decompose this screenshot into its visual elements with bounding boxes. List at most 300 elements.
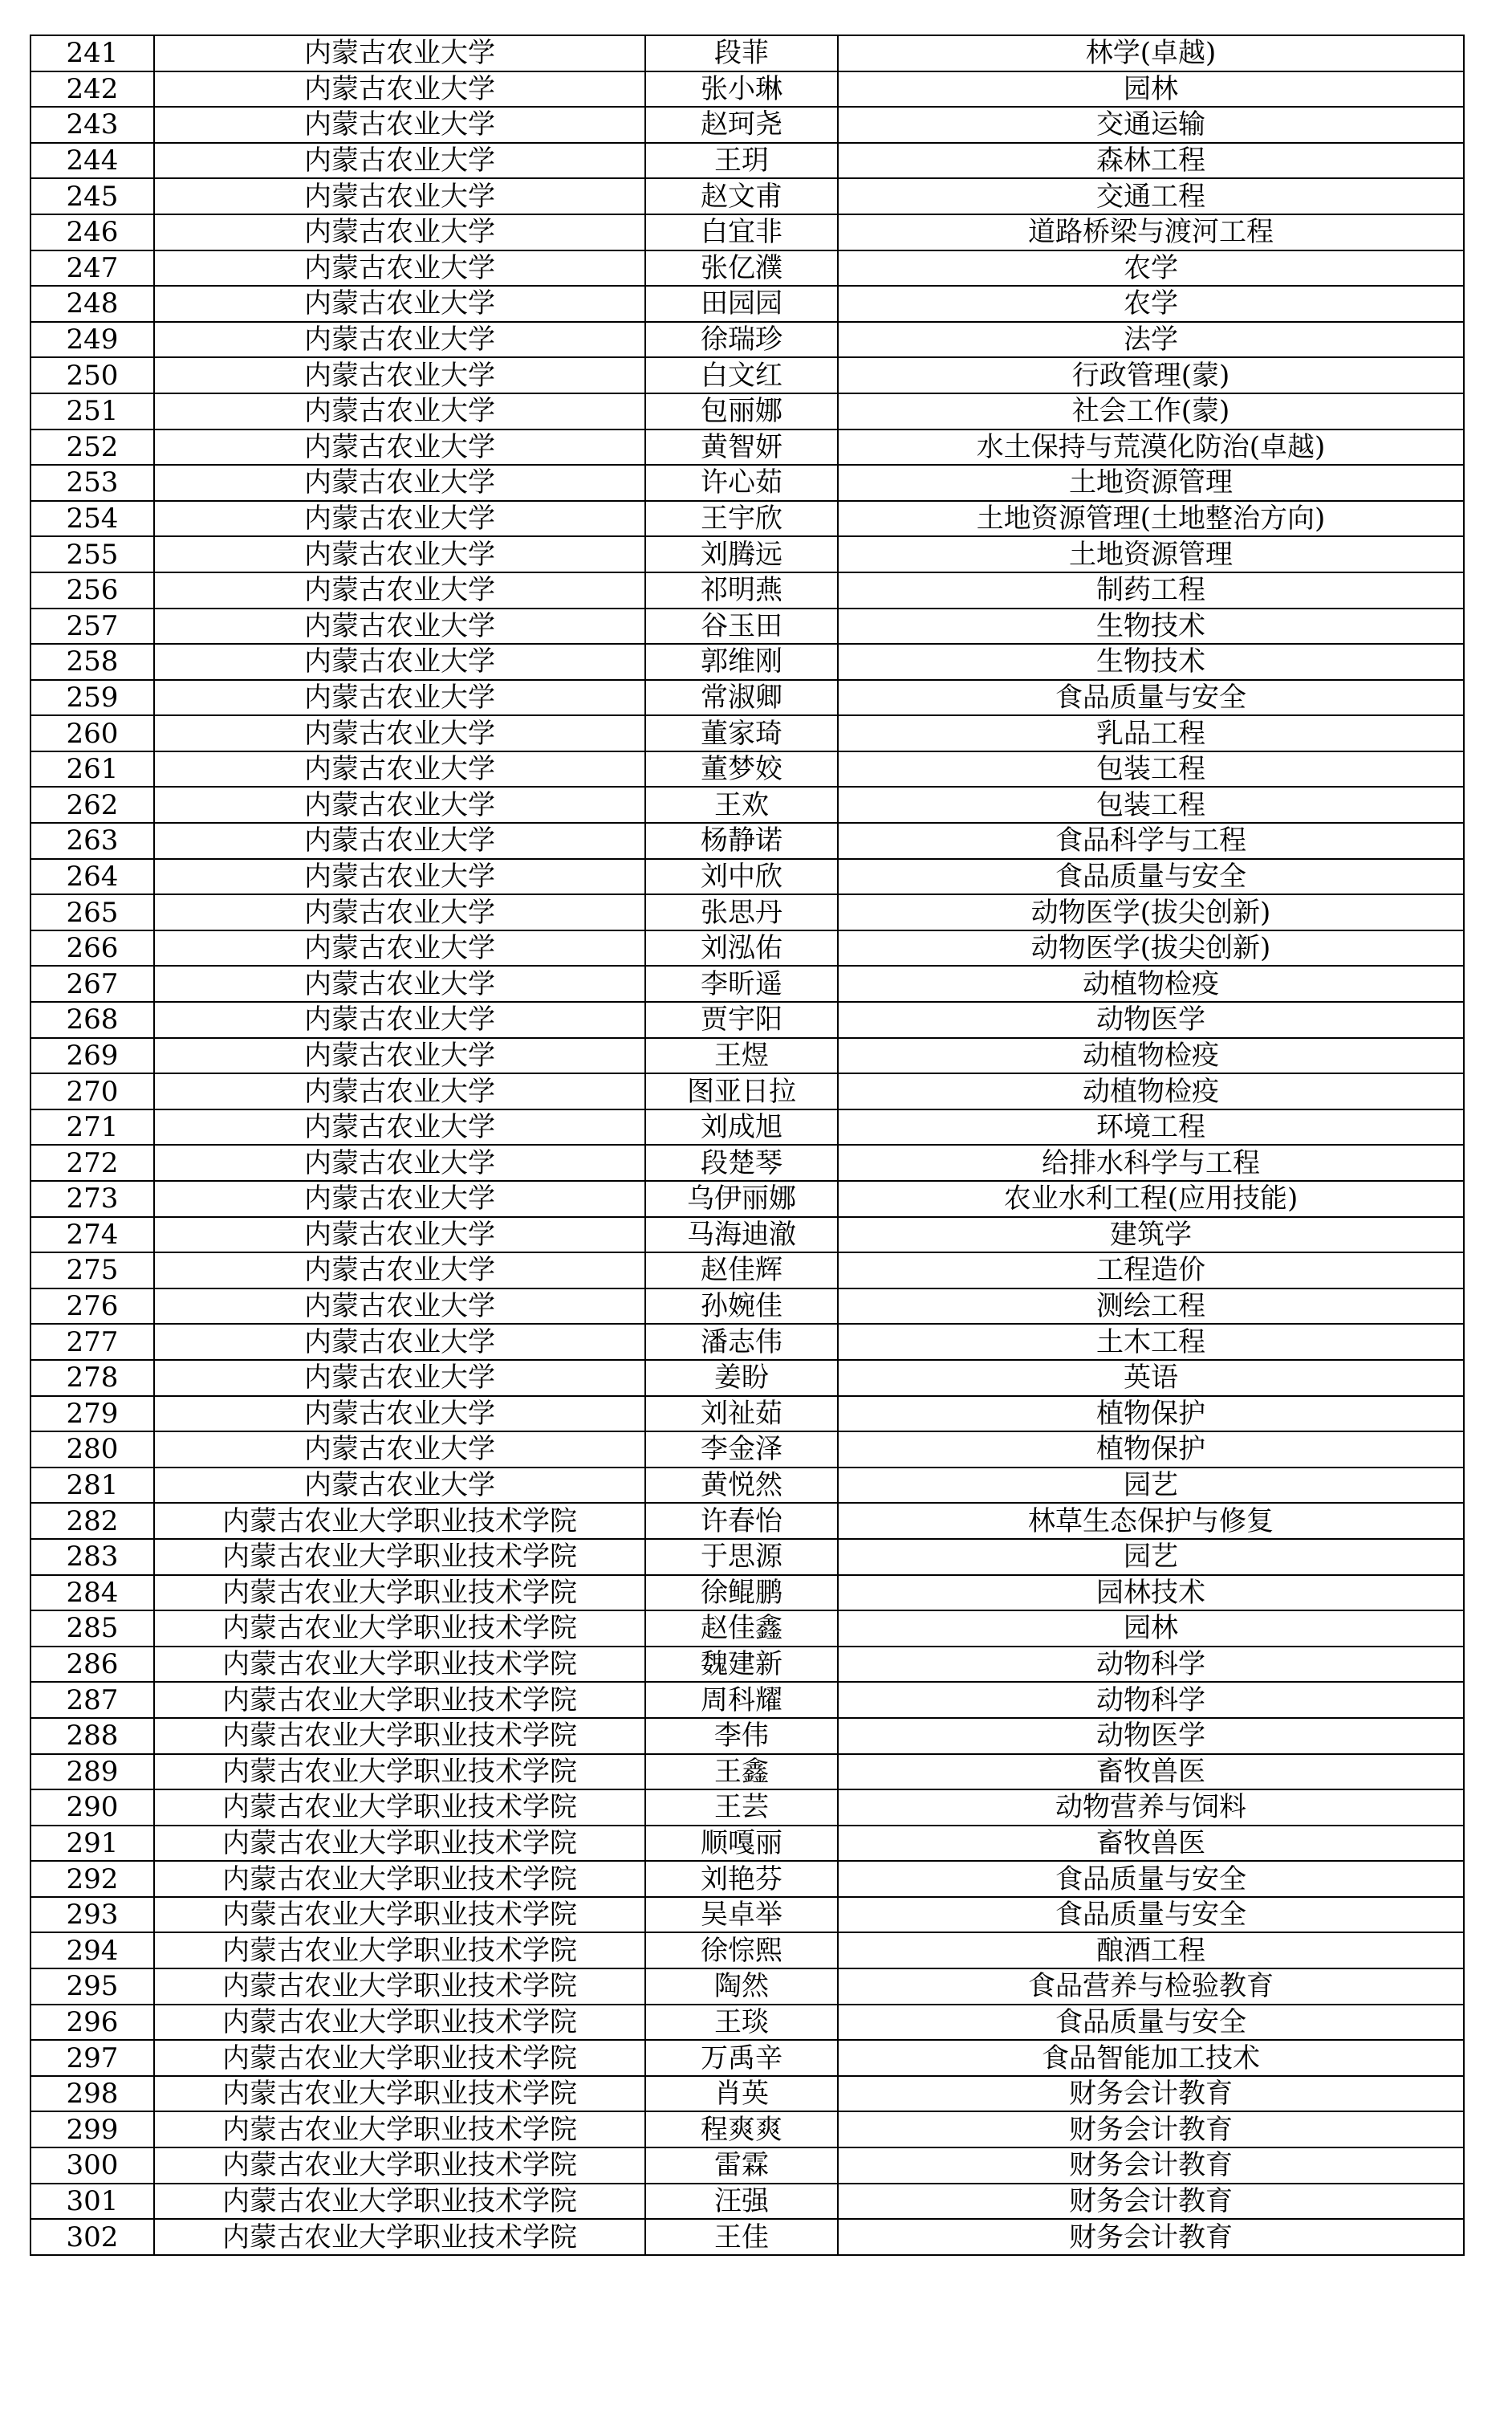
school-cell: 内蒙古农业大学 [154, 751, 645, 788]
major-cell: 财务会计教育 [838, 2111, 1464, 2147]
student-name-cell: 张亿濮 [645, 250, 838, 287]
school-cell: 内蒙古农业大学 [154, 1431, 645, 1468]
school-cell: 内蒙古农业大学 [154, 214, 645, 250]
student-name-cell: 图亚日拉 [645, 1073, 838, 1109]
table-row [30, 1968, 1464, 2005]
major-cell: 农学 [838, 250, 1464, 287]
major-cell: 食品质量与安全 [838, 859, 1464, 895]
student-name-cell: 王佳 [645, 2219, 838, 2255]
student-name-cell: 刘艳芬 [645, 1861, 838, 1897]
major-cell: 林学(卓越) [838, 35, 1464, 71]
table-row [30, 1826, 1464, 1862]
row-number-cell: 288 [30, 1718, 154, 1754]
row-number-cell: 286 [30, 1647, 154, 1683]
row-number-cell: 294 [30, 1932, 154, 1968]
student-name-cell: 潘志伟 [645, 1324, 838, 1360]
school-cell: 内蒙古农业大学职业技术学院 [154, 1539, 645, 1575]
major-cell: 道路桥梁与渡河工程 [838, 214, 1464, 250]
row-number-cell: 257 [30, 609, 154, 645]
school-cell: 内蒙古农业大学 [154, 286, 645, 322]
table-row [30, 966, 1464, 1002]
major-cell: 森林工程 [838, 143, 1464, 179]
major-cell: 建筑学 [838, 1217, 1464, 1253]
row-number-cell: 268 [30, 1002, 154, 1038]
major-cell: 食品质量与安全 [838, 1897, 1464, 1933]
major-cell: 植物保护 [838, 1431, 1464, 1468]
table-row [30, 1217, 1464, 1253]
row-number-cell: 298 [30, 2076, 154, 2112]
table-row [30, 322, 1464, 358]
major-cell: 财务会计教育 [838, 2076, 1464, 2112]
table-row [30, 1431, 1464, 1468]
table-row [30, 1754, 1464, 1790]
table-row [30, 1324, 1464, 1360]
table-row [30, 1468, 1464, 1504]
major-cell: 动植物检疫 [838, 1073, 1464, 1109]
school-cell: 内蒙古农业大学职业技术学院 [154, 2005, 645, 2041]
major-cell: 动植物检疫 [838, 966, 1464, 1002]
table-row [30, 2147, 1464, 2184]
school-cell: 内蒙古农业大学 [154, 1324, 645, 1360]
student-name-cell: 许心茹 [645, 465, 838, 501]
school-cell: 内蒙古农业大学职业技术学院 [154, 2111, 645, 2147]
row-number-cell: 242 [30, 71, 154, 108]
school-cell: 内蒙古农业大学 [154, 71, 645, 108]
student-name-cell: 刘腾远 [645, 536, 838, 572]
school-cell: 内蒙古农业大学 [154, 322, 645, 358]
row-number-cell: 243 [30, 107, 154, 143]
student-name-cell: 董梦姣 [645, 751, 838, 788]
student-name-cell: 谷玉田 [645, 609, 838, 645]
row-number-cell: 279 [30, 1396, 154, 1432]
major-cell: 财务会计教育 [838, 2219, 1464, 2255]
school-cell: 内蒙古农业大学 [154, 1360, 645, 1396]
table-row [30, 1647, 1464, 1683]
table-row [30, 35, 1464, 71]
row-number-cell: 266 [30, 930, 154, 967]
school-cell: 内蒙古农业大学 [154, 1217, 645, 1253]
school-cell: 内蒙古农业大学 [154, 1181, 645, 1217]
row-number-cell: 249 [30, 322, 154, 358]
student-name-cell: 孙婉佳 [645, 1288, 838, 1325]
student-name-cell: 常淑卿 [645, 680, 838, 716]
student-name-cell: 王煜 [645, 1038, 838, 1074]
table-row [30, 644, 1464, 680]
student-name-cell: 乌伊丽娜 [645, 1181, 838, 1217]
school-cell: 内蒙古农业大学职业技术学院 [154, 1718, 645, 1754]
student-name-cell: 王宇欣 [645, 501, 838, 537]
table-row [30, 250, 1464, 287]
row-number-cell: 295 [30, 1968, 154, 2005]
table-row [30, 2219, 1464, 2255]
major-cell: 动植物检疫 [838, 1038, 1464, 1074]
row-number-cell: 301 [30, 2184, 154, 2220]
school-cell: 内蒙古农业大学 [154, 178, 645, 214]
student-name-cell: 赵珂尧 [645, 107, 838, 143]
student-name-cell: 周科耀 [645, 1682, 838, 1718]
table-row [30, 572, 1464, 609]
school-cell: 内蒙古农业大学职业技术学院 [154, 1754, 645, 1790]
school-cell: 内蒙古农业大学职业技术学院 [154, 1861, 645, 1897]
major-cell: 制药工程 [838, 572, 1464, 609]
school-cell: 内蒙古农业大学职业技术学院 [154, 1897, 645, 1933]
school-cell: 内蒙古农业大学 [154, 1288, 645, 1325]
student-name-cell: 白文红 [645, 357, 838, 393]
major-cell: 食品质量与安全 [838, 680, 1464, 716]
school-cell: 内蒙古农业大学职业技术学院 [154, 1647, 645, 1683]
major-cell: 动物医学 [838, 1002, 1464, 1038]
row-number-cell: 264 [30, 859, 154, 895]
major-cell: 交通运输 [838, 107, 1464, 143]
student-name-cell: 李金泽 [645, 1431, 838, 1468]
major-cell: 包装工程 [838, 751, 1464, 788]
school-cell: 内蒙古农业大学职业技术学院 [154, 2076, 645, 2112]
row-number-cell: 248 [30, 286, 154, 322]
student-name-cell: 杨静诺 [645, 823, 838, 859]
row-number-cell: 253 [30, 465, 154, 501]
row-number-cell: 278 [30, 1360, 154, 1396]
student-name-cell: 李伟 [645, 1718, 838, 1754]
student-name-cell: 王芸 [645, 1789, 838, 1826]
table-row [30, 1897, 1464, 1933]
table-row [30, 2184, 1464, 2220]
major-cell: 社会工作(蒙) [838, 393, 1464, 429]
school-cell: 内蒙古农业大学 [154, 715, 645, 751]
table-row [30, 1038, 1464, 1074]
table-row [30, 787, 1464, 823]
row-number-cell: 256 [30, 572, 154, 609]
student-name-cell: 肖英 [645, 2076, 838, 2112]
school-cell: 内蒙古农业大学 [154, 572, 645, 609]
row-number-cell: 260 [30, 715, 154, 751]
student-name-cell: 田园园 [645, 286, 838, 322]
school-cell: 内蒙古农业大学 [154, 501, 645, 537]
major-cell: 土木工程 [838, 1324, 1464, 1360]
school-cell: 内蒙古农业大学 [154, 35, 645, 71]
row-number-cell: 259 [30, 680, 154, 716]
table-row [30, 894, 1464, 930]
table-row [30, 1682, 1464, 1718]
table-row [30, 357, 1464, 393]
school-cell: 内蒙古农业大学 [154, 143, 645, 179]
school-cell: 内蒙古农业大学 [154, 680, 645, 716]
row-number-cell: 283 [30, 1539, 154, 1575]
student-name-cell: 包丽娜 [645, 393, 838, 429]
row-number-cell: 263 [30, 823, 154, 859]
row-number-cell: 246 [30, 214, 154, 250]
row-number-cell: 284 [30, 1575, 154, 1611]
table-row [30, 1610, 1464, 1647]
table-row [30, 286, 1464, 322]
major-cell: 乳品工程 [838, 715, 1464, 751]
row-number-cell: 261 [30, 751, 154, 788]
school-cell: 内蒙古农业大学 [154, 930, 645, 967]
student-name-cell: 刘成旭 [645, 1109, 838, 1146]
student-name-cell: 顺嘎丽 [645, 1826, 838, 1862]
school-cell: 内蒙古农业大学职业技术学院 [154, 2040, 645, 2076]
table-row [30, 214, 1464, 250]
table-row [30, 1109, 1464, 1146]
row-number-cell: 299 [30, 2111, 154, 2147]
student-name-cell: 马海迪澈 [645, 1217, 838, 1253]
student-name-cell: 李昕遥 [645, 966, 838, 1002]
student-name-cell: 赵佳辉 [645, 1252, 838, 1288]
school-cell: 内蒙古农业大学职业技术学院 [154, 1503, 645, 1539]
major-cell: 畜牧兽医 [838, 1826, 1464, 1862]
table-row [30, 1360, 1464, 1396]
major-cell: 园林 [838, 71, 1464, 108]
table-row [30, 1932, 1464, 1968]
table-row [30, 859, 1464, 895]
major-cell: 园艺 [838, 1468, 1464, 1504]
major-cell: 土地资源管理 [838, 465, 1464, 501]
roster-table-body [30, 35, 1464, 2255]
school-cell: 内蒙古农业大学 [154, 1109, 645, 1146]
student-name-cell: 许春怡 [645, 1503, 838, 1539]
school-cell: 内蒙古农业大学 [154, 536, 645, 572]
table-row [30, 1181, 1464, 1217]
major-cell: 食品科学与工程 [838, 823, 1464, 859]
major-cell: 食品质量与安全 [838, 2005, 1464, 2041]
major-cell: 畜牧兽医 [838, 1754, 1464, 1790]
student-name-cell: 王欢 [645, 787, 838, 823]
student-name-cell: 程爽爽 [645, 2111, 838, 2147]
school-cell: 内蒙古农业大学职业技术学院 [154, 1826, 645, 1862]
table-row [30, 2111, 1464, 2147]
major-cell: 酿酒工程 [838, 1932, 1464, 1968]
major-cell: 给排水科学与工程 [838, 1145, 1464, 1181]
row-number-cell: 258 [30, 644, 154, 680]
row-number-cell: 251 [30, 393, 154, 429]
table-row [30, 930, 1464, 967]
student-name-cell: 王玥 [645, 143, 838, 179]
student-name-cell: 徐鲲鹏 [645, 1575, 838, 1611]
student-name-cell: 段菲 [645, 35, 838, 71]
school-cell: 内蒙古农业大学 [154, 357, 645, 393]
major-cell: 测绘工程 [838, 1288, 1464, 1325]
table-row [30, 680, 1464, 716]
table-row [30, 1718, 1464, 1754]
table-row [30, 143, 1464, 179]
row-number-cell: 300 [30, 2147, 154, 2184]
table-row [30, 429, 1464, 466]
major-cell: 工程造价 [838, 1252, 1464, 1288]
row-number-cell: 291 [30, 1826, 154, 1862]
row-number-cell: 275 [30, 1252, 154, 1288]
row-number-cell: 273 [30, 1181, 154, 1217]
major-cell: 财务会计教育 [838, 2184, 1464, 2220]
roster-table [30, 35, 1465, 2256]
row-number-cell: 302 [30, 2219, 154, 2255]
student-name-cell: 黄智妍 [645, 429, 838, 466]
row-number-cell: 280 [30, 1431, 154, 1468]
school-cell: 内蒙古农业大学 [154, 1252, 645, 1288]
table-row [30, 1288, 1464, 1325]
row-number-cell: 271 [30, 1109, 154, 1146]
major-cell: 农学 [838, 286, 1464, 322]
table-row [30, 715, 1464, 751]
row-number-cell: 244 [30, 143, 154, 179]
table-row [30, 1575, 1464, 1611]
school-cell: 内蒙古农业大学 [154, 1468, 645, 1504]
table-row [30, 1503, 1464, 1539]
major-cell: 生物技术 [838, 644, 1464, 680]
school-cell: 内蒙古农业大学 [154, 1073, 645, 1109]
student-name-cell: 赵文甫 [645, 178, 838, 214]
school-cell: 内蒙古农业大学职业技术学院 [154, 2184, 645, 2220]
student-name-cell: 张思丹 [645, 894, 838, 930]
table-row [30, 609, 1464, 645]
school-cell: 内蒙古农业大学 [154, 1038, 645, 1074]
row-number-cell: 262 [30, 787, 154, 823]
table-row [30, 1002, 1464, 1038]
major-cell: 农业水利工程(应用技能) [838, 1181, 1464, 1217]
student-name-cell: 万禹辛 [645, 2040, 838, 2076]
major-cell: 植物保护 [838, 1396, 1464, 1432]
table-row [30, 823, 1464, 859]
table-row [30, 751, 1464, 788]
table-row [30, 71, 1464, 108]
major-cell: 食品质量与安全 [838, 1861, 1464, 1897]
school-cell: 内蒙古农业大学 [154, 644, 645, 680]
student-name-cell: 姜盼 [645, 1360, 838, 1396]
table-row [30, 1396, 1464, 1432]
major-cell: 行政管理(蒙) [838, 357, 1464, 393]
major-cell: 动物医学(拔尖创新) [838, 930, 1464, 967]
table-row [30, 1073, 1464, 1109]
row-number-cell: 277 [30, 1324, 154, 1360]
row-number-cell: 296 [30, 2005, 154, 2041]
row-number-cell: 270 [30, 1073, 154, 1109]
student-name-cell: 吴卓举 [645, 1897, 838, 1933]
major-cell: 食品智能加工技术 [838, 2040, 1464, 2076]
school-cell: 内蒙古农业大学 [154, 787, 645, 823]
table-row [30, 2076, 1464, 2112]
row-number-cell: 287 [30, 1682, 154, 1718]
school-cell: 内蒙古农业大学职业技术学院 [154, 1789, 645, 1826]
student-name-cell: 王琰 [645, 2005, 838, 2041]
student-name-cell: 郭维刚 [645, 644, 838, 680]
table-row [30, 1145, 1464, 1181]
row-number-cell: 241 [30, 35, 154, 71]
student-name-cell: 雷霖 [645, 2147, 838, 2184]
school-cell: 内蒙古农业大学 [154, 823, 645, 859]
table-row [30, 178, 1464, 214]
row-number-cell: 250 [30, 357, 154, 393]
school-cell: 内蒙古农业大学 [154, 465, 645, 501]
row-number-cell: 255 [30, 536, 154, 572]
row-number-cell: 267 [30, 966, 154, 1002]
school-cell: 内蒙古农业大学职业技术学院 [154, 1610, 645, 1647]
row-number-cell: 285 [30, 1610, 154, 1647]
table-row [30, 393, 1464, 429]
major-cell: 园林 [838, 1610, 1464, 1647]
school-cell: 内蒙古农业大学 [154, 1396, 645, 1432]
row-number-cell: 281 [30, 1468, 154, 1504]
row-number-cell: 247 [30, 250, 154, 287]
school-cell: 内蒙古农业大学 [154, 894, 645, 930]
school-cell: 内蒙古农业大学 [154, 1002, 645, 1038]
school-cell: 内蒙古农业大学 [154, 859, 645, 895]
table-row [30, 1539, 1464, 1575]
major-cell: 英语 [838, 1360, 1464, 1396]
school-cell: 内蒙古农业大学职业技术学院 [154, 1968, 645, 2005]
student-name-cell: 段楚琴 [645, 1145, 838, 1181]
table-row [30, 501, 1464, 537]
school-cell: 内蒙古农业大学 [154, 393, 645, 429]
table-row [30, 465, 1464, 501]
major-cell: 法学 [838, 322, 1464, 358]
student-name-cell: 董家琦 [645, 715, 838, 751]
student-name-cell: 白宜非 [645, 214, 838, 250]
major-cell: 环境工程 [838, 1109, 1464, 1146]
table-row [30, 107, 1464, 143]
student-name-cell: 徐悰熙 [645, 1932, 838, 1968]
student-name-cell: 贾宇阳 [645, 1002, 838, 1038]
major-cell: 动物医学 [838, 1718, 1464, 1754]
major-cell: 园林技术 [838, 1575, 1464, 1611]
row-number-cell: 276 [30, 1288, 154, 1325]
student-name-cell: 刘祉茹 [645, 1396, 838, 1432]
row-number-cell: 245 [30, 178, 154, 214]
student-name-cell: 于思源 [645, 1539, 838, 1575]
school-cell: 内蒙古农业大学职业技术学院 [154, 1575, 645, 1611]
row-number-cell: 292 [30, 1861, 154, 1897]
major-cell: 交通工程 [838, 178, 1464, 214]
school-cell: 内蒙古农业大学 [154, 966, 645, 1002]
major-cell: 林草生态保护与修复 [838, 1503, 1464, 1539]
student-name-cell: 张小琳 [645, 71, 838, 108]
student-name-cell: 汪强 [645, 2184, 838, 2220]
major-cell: 食品营养与检验教育 [838, 1968, 1464, 2005]
student-name-cell: 陶然 [645, 1968, 838, 2005]
major-cell: 生物技术 [838, 609, 1464, 645]
major-cell: 动物科学 [838, 1647, 1464, 1683]
row-number-cell: 290 [30, 1789, 154, 1826]
major-cell: 土地资源管理 [838, 536, 1464, 572]
school-cell: 内蒙古农业大学 [154, 429, 645, 466]
row-number-cell: 274 [30, 1217, 154, 1253]
table-row [30, 1789, 1464, 1826]
table-row [30, 1861, 1464, 1897]
major-cell: 动物科学 [838, 1682, 1464, 1718]
table-row [30, 536, 1464, 572]
row-number-cell: 269 [30, 1038, 154, 1074]
table-row [30, 2005, 1464, 2041]
school-cell: 内蒙古农业大学职业技术学院 [154, 2147, 645, 2184]
school-cell: 内蒙古农业大学 [154, 107, 645, 143]
row-number-cell: 293 [30, 1897, 154, 1933]
student-name-cell: 徐瑞珍 [645, 322, 838, 358]
row-number-cell: 297 [30, 2040, 154, 2076]
major-cell: 财务会计教育 [838, 2147, 1464, 2184]
school-cell: 内蒙古农业大学 [154, 1145, 645, 1181]
student-name-cell: 刘泓佑 [645, 930, 838, 967]
major-cell: 包装工程 [838, 787, 1464, 823]
student-name-cell: 赵佳鑫 [645, 1610, 838, 1647]
school-cell: 内蒙古农业大学 [154, 609, 645, 645]
student-name-cell: 魏建新 [645, 1647, 838, 1683]
major-cell: 园艺 [838, 1539, 1464, 1575]
student-name-cell: 祁明燕 [645, 572, 838, 609]
school-cell: 内蒙古农业大学职业技术学院 [154, 1682, 645, 1718]
student-name-cell: 黄悦然 [645, 1468, 838, 1504]
major-cell: 土地资源管理(土地整治方向) [838, 501, 1464, 537]
major-cell: 动物营养与饲料 [838, 1789, 1464, 1826]
row-number-cell: 254 [30, 501, 154, 537]
row-number-cell: 265 [30, 894, 154, 930]
student-name-cell: 王鑫 [645, 1754, 838, 1790]
